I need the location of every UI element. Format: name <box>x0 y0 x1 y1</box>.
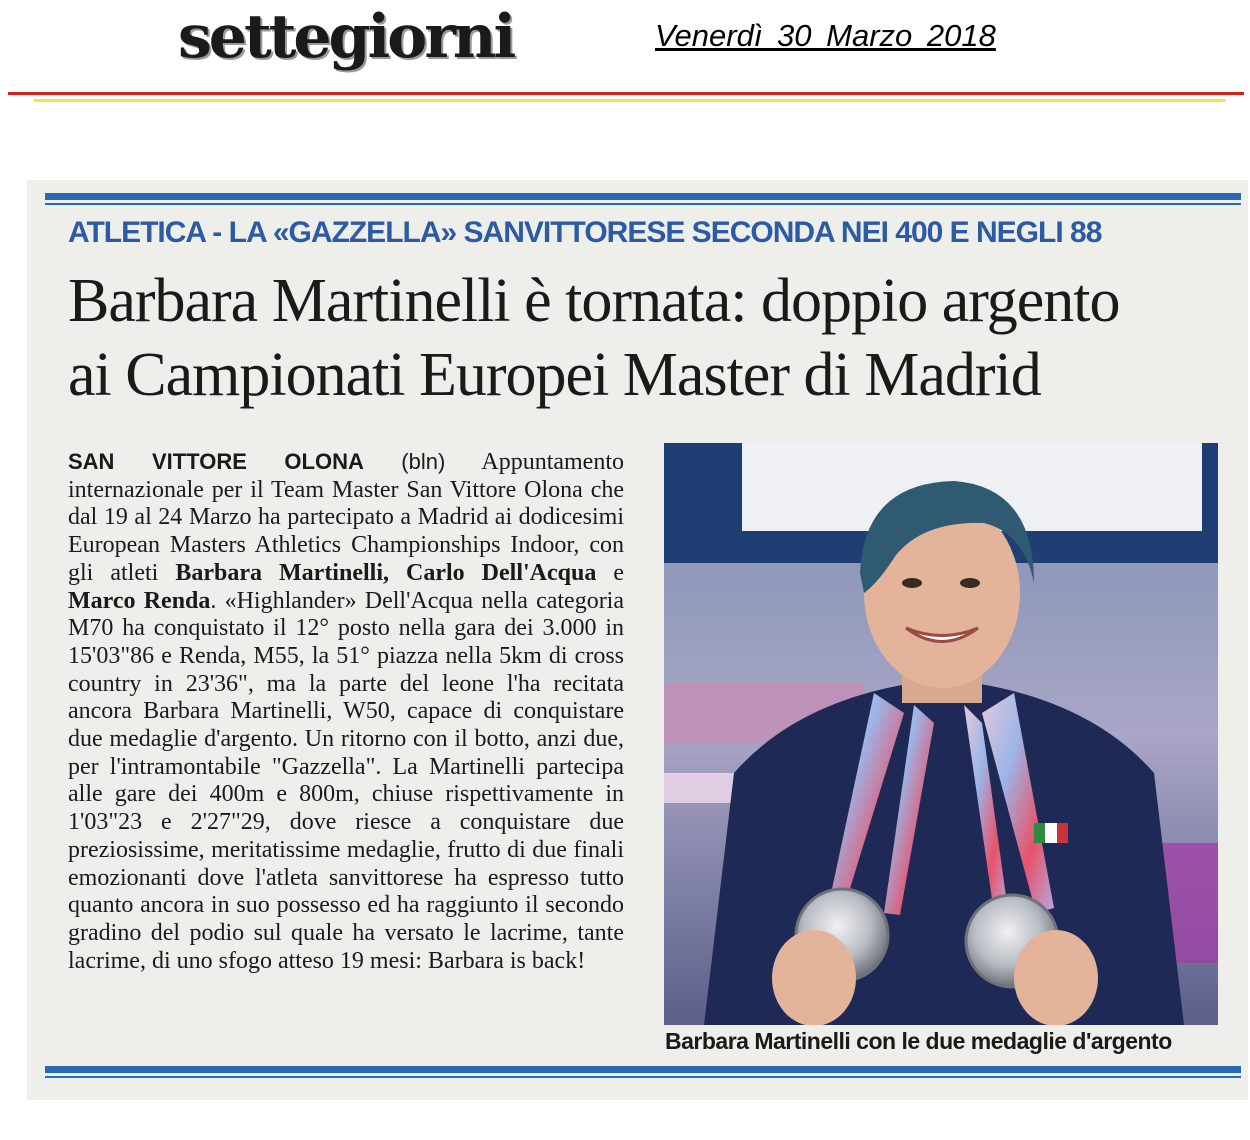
dateline-place: SAN VITTORE OLONA <box>68 449 364 474</box>
headline-line-1: Barbara Martinelli è tornata: doppio argento <box>68 267 1120 335</box>
article-headline <box>68 264 1228 412</box>
athlete-name: Marco Renda <box>68 587 211 614</box>
article-body <box>68 448 624 975</box>
bottom-blue-rule-thin <box>45 1076 1241 1078</box>
bottom-blue-rule <box>45 1066 1241 1073</box>
header-divider-yellow <box>34 99 1226 102</box>
athlete-name: Barbara Martinelli <box>175 559 383 586</box>
headline-line-2: ai Campionati Europei Master di Madrid <box>68 341 1041 409</box>
article-kicker: ATLETICA - LA «GAZZELLA» SANVITTORESE SECONDA NEI 400 E NEGLI 88 <box>68 216 1102 249</box>
top-blue-rule <box>45 193 1241 200</box>
author-initials: (bln) <box>401 449 446 474</box>
separator: e <box>596 559 625 586</box>
separator: , <box>382 559 406 586</box>
flag-green <box>1034 823 1045 843</box>
header-divider-red <box>8 92 1244 95</box>
hand-right <box>1014 930 1098 1025</box>
publication-date: Venerdì 30 Marzo 2018 <box>655 18 996 53</box>
photo-caption: Barbara Martinelli con le due medaglie d'argento <box>665 1028 1172 1054</box>
eye-right <box>960 578 980 588</box>
body-text-2: . «Highlander» Dell'Acqua nella categoria M70 ha conquistato il 12° posto nella gara dei 3.000 in 15'03"86 e Renda, M55, la 51° piazza nella 5km di cross country in 23'36", ma la parte del leone l'ha recitata ancora Barbara Martinelli, W50, capace di conquistare due medaglie d'argento. Un ritorno con il botto, anzi due, per l'intramontabile "Gazzella". La Martinelli partecipa alle gare dei 400m e 800m, chiuse rispettivamente in 1'03"23 e 2'27"29, dove riesce a conquistare due preziosissime, meritatissime medaglie, frutto di due finali emozionanti dove l'atleta sanvittorese ha espresso tutto quanto ancora in suo possesso ed ha raggiunto il secondo gradino del podio sul quale ha versato le lacrime, tante lacrime, di uno sfogo atteso 19 mesi: Barbara is back! <box>68 587 625 974</box>
eye-left <box>902 578 922 588</box>
body-text-1: Appuntamento internazionale per il Team Master San Vittore Olona che dal 19 al 24 Marzo ha partecipato a Madrid ai dodicesimi European Masters Athletics Championships Indoor, con gli atleti <box>68 449 624 586</box>
top-blue-rule-thin <box>45 203 1241 205</box>
athlete-photo-illustration <box>664 443 1218 1025</box>
flag-red <box>1057 823 1068 843</box>
hand-left <box>772 930 856 1025</box>
newspaper-masthead: settegiorni <box>178 2 514 72</box>
athlete-name: Carlo Dell'Acqua <box>406 559 597 586</box>
athlete-photo <box>664 443 1218 1025</box>
